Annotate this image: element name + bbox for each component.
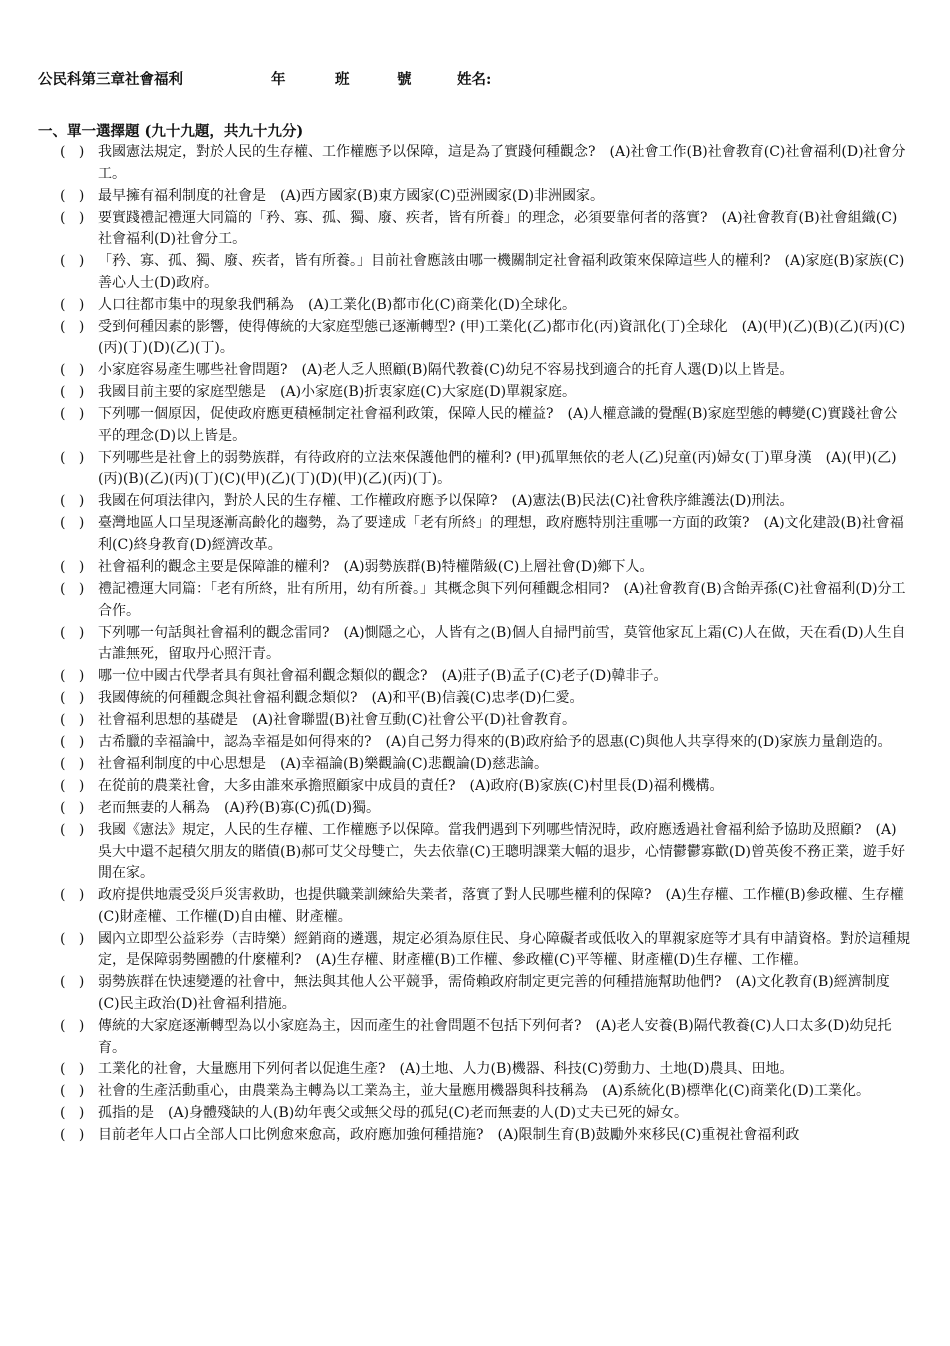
question-item	[60, 579, 910, 622]
question-text: 我國《憲法》規定，人民的生存權、工作權應予以保障。當我們遇到下列哪些情況時，政府應透過社會福利給予協助及照顧? (A)吳大中還不起積欠朋友的賭債(B)郝可艾父母雙亡，失去依靠(C)王聰明課業大幅的退步，心情鬱鬱寡歡(D)曾英俊不務正業，遊手好閒在家。	[98, 822, 905, 882]
answer-blank[interactable]: ( )	[60, 1127, 85, 1144]
question-text: 臺灣地區人口呈現逐漸高齡化的趨勢，為了要達成「老有所終」的理想，政府應特別注重哪一方面的政策? (A)文化建設(B)社會福利(C)終身教育(D)經濟改革。	[98, 515, 904, 553]
answer-blank[interactable]: ( )	[60, 1105, 85, 1122]
answer-blank[interactable]: ( )	[60, 1061, 85, 1078]
answer-blank[interactable]: ( )	[60, 734, 85, 751]
question-text: 社會福利的觀念主要是保障誰的權利? (A)弱勢族群(B)特權階級(C)上層社會(D)鄉下人。	[98, 558, 654, 575]
question-item	[60, 317, 910, 360]
question-item	[60, 491, 910, 513]
answer-blank[interactable]: ( )	[60, 187, 85, 204]
question-text: 古希臘的幸福論中，認為幸福是如何得來的? (A)自己努力得來的(B)政府給予的恩惠(C)與他人共享得來的(D)家族力量創造的。	[98, 734, 892, 751]
question-text: 社會福利制度的中心思想是 (A)幸福論(B)樂觀論(C)悲觀論(D)慈悲論。	[98, 756, 549, 773]
question-text: 要實踐禮記禮運大同篇的「矜、寡、孤、獨、廢、疾者，皆有所養」的理念，必須要靠何者的落實? (A)社會教育(B)社會組織(C)社會福利(D)社會分工。	[98, 209, 898, 248]
question-item	[60, 885, 910, 928]
question-item	[60, 623, 910, 666]
answer-blank[interactable]: ( )	[60, 580, 85, 597]
question-item	[60, 820, 910, 885]
question-text: 我國目前主要的家庭型態是 (A)小家庭(B)折衷家庭(C)大家庭(D)單親家庭。	[98, 384, 577, 401]
answer-blank[interactable]: ( )	[60, 1083, 85, 1100]
answer-blank[interactable]: ( )	[60, 144, 85, 160]
answer-blank[interactable]: ( )	[60, 515, 85, 532]
answer-blank[interactable]: ( )	[60, 384, 85, 401]
question-text: 受到何種因素的影響，使得傳統的大家庭型態已逐漸轉型? (甲)工業化(乙)都市化(丙)資訊化(丁)全球化 (A)(甲)(乙)(B)(乙)(丙)(C)(丙)(丁)(D)(乙)(丁)。	[98, 318, 906, 357]
question-text: 小家庭容易產生哪些社會問題? (A)老人乏人照顧(B)隔代教養(C)幼兒不容易找到適合的托育人選(D)以上皆是。	[98, 362, 794, 379]
question-item	[60, 513, 910, 556]
question-item	[60, 732, 910, 754]
question-item	[60, 972, 910, 1015]
question-item	[60, 1125, 910, 1147]
question-text: 政府提供地震受災戶災害救助，也提供職業訓練給失業者，落實了對人民哪些權利的保障? (A)生存權、工作權(B)參政權、生存權(C)財產權、工作權(D)自由權、財產權。	[98, 887, 904, 925]
number-field-label: 號	[397, 71, 412, 88]
question-text: 目前老年人口占全部人口比例愈來愈高，政府應加強何種措施? (A)限制生育(B)鼓勵外來移民(C)重視社會福利政	[98, 1127, 800, 1144]
answer-blank[interactable]: ( )	[60, 449, 85, 466]
question-item	[60, 1103, 910, 1125]
question-item	[60, 208, 910, 251]
answer-blank[interactable]: ( )	[60, 558, 85, 575]
answer-blank[interactable]: ( )	[60, 362, 85, 379]
answer-blank[interactable]: ( )	[60, 253, 85, 270]
question-item	[60, 404, 910, 447]
question-text: 社會福利思想的基礎是 (A)社會聯盟(B)社會互動(C)社會公平(D)社會教育。	[98, 712, 577, 729]
question-item	[60, 688, 910, 710]
question-item	[60, 798, 910, 820]
question-item	[60, 1016, 910, 1059]
question-list	[60, 142, 910, 1147]
answer-blank[interactable]: ( )	[60, 624, 85, 641]
question-item	[60, 557, 910, 579]
question-text: 禮記禮運大同篇：「老有所終，壯有所用，幼有所養。」其概念與下列何種觀念相同? (A)社會教育(B)含飴弄孫(C)社會福利(D)分工合作。	[98, 580, 906, 619]
question-text: 「矜、寡、孤、獨、廢、疾者，皆有所養。」目前社會應該由哪一機關制定社會福利政策來保障這些人的權利? (A)家庭(B)家族(C)善心人士(D)政府。	[98, 253, 905, 291]
question-text: 老而無妻的人稱為 (A)矜(B)寡(C)孤(D)獨。	[98, 800, 381, 817]
question-text: 下列哪一句話與社會福利的觀念雷同? (A)惻隱之心，人皆有之(B)個人自掃門前雪，莫管他家瓦上霜(C)人在做，天在看(D)人生自古誰無死，留取丹心照汗青。	[98, 624, 906, 663]
answer-blank[interactable]: ( )	[60, 930, 85, 947]
question-item	[60, 251, 910, 294]
answer-blank[interactable]: ( )	[60, 318, 85, 335]
answer-blank[interactable]: ( )	[60, 974, 85, 991]
question-item	[60, 710, 910, 732]
answer-blank[interactable]: ( )	[60, 712, 85, 729]
answer-blank[interactable]: ( )	[60, 296, 85, 313]
class-field-label: 班	[335, 71, 350, 88]
section-title: 一、單一選擇題 (九十九題，共九十九分)	[38, 123, 304, 140]
answer-blank[interactable]: ( )	[60, 406, 85, 423]
year-field-label: 年	[271, 71, 286, 88]
name-field-label: 姓名:	[457, 71, 492, 88]
answer-blank[interactable]: ( )	[60, 822, 85, 838]
answer-blank[interactable]: ( )	[60, 887, 85, 904]
question-item	[60, 295, 910, 317]
question-text: 下列哪一個原因，促使政府應更積極制定社會福利政策，保障人民的權益? (A)人權意識的覺醒(B)家庭型態的轉變(C)實踐社會公平的理念(D)以上皆是。	[98, 406, 898, 444]
answer-blank[interactable]: ( )	[60, 493, 85, 510]
question-text: 弱勢族群在快速變遷的社會中，無法與其他人公平競爭，需倚賴政府制定更完善的何種措施幫助他們? (A)文化教育(B)經濟制度(C)民主政治(D)社會福利措施。	[98, 974, 890, 1012]
question-item	[60, 929, 910, 972]
question-text: 工業化的社會，大量應用下列何者以促進生產? (A)土地、人力(B)機器、科技(C)勞動力、土地(D)農具、田地。	[98, 1061, 794, 1078]
question-text: 我國在何項法律內，對於人民的生存權、工作權政府應予以保障? (A)憲法(B)民法(C)社會秩序維護法(D)刑法。	[98, 493, 794, 510]
answer-blank[interactable]: ( )	[60, 668, 85, 685]
question-text: 國內立即型公益彩券（吉時樂）經銷商的遴選，規定必須為原住民、身心障礙者或低收入的單親家庭等才具有申請資格。對於這種規定，是保障弱勢團體的什麼權利? (A)生存權、財產權(B)工作權、參政權(C)平等權、財產權(D)生存權、工作權。	[98, 930, 910, 969]
question-text: 哪一位中國古代學者具有與社會福利觀念類似的觀念? (A)莊子(B)孟子(C)老子(D)韓非子。	[98, 668, 668, 685]
question-item	[60, 776, 910, 798]
question-item	[60, 360, 910, 382]
worksheet-title: 公民科第三章社會福利	[38, 71, 183, 88]
question-text: 人口往都市集中的現象我們稱為 (A)工業化(B)都市化(C)商業化(D)全球化。	[98, 296, 577, 313]
question-text: 在從前的農業社會，大多由誰來承擔照顧家中成員的責任? (A)政府(B)家族(C)村里長(D)福利機構。	[98, 778, 724, 795]
question-item	[60, 186, 910, 208]
question-text: 我國傳統的何種觀念與社會福利觀念類似? (A)和平(B)信義(C)忠孝(D)仁愛。	[98, 690, 584, 707]
answer-blank[interactable]: ( )	[60, 778, 85, 795]
question-item	[60, 448, 910, 491]
question-item	[60, 142, 910, 185]
question-text: 社會的生產活動重心，由農業為主轉為以工業為主，並大量應用機器與科技稱為 (A)系統化(B)標準化(C)商業化(D)工業化。	[98, 1083, 871, 1100]
answer-blank[interactable]: ( )	[60, 1017, 85, 1034]
question-text: 下列哪些是社會上的弱勢族群，有待政府的立法來保護他們的權利? (甲)孤單無依的老人(乙)兒童(丙)婦女(丁)單身漢 (A)(甲)(乙)(丙)(B)(乙)(丙)(丁)(C)(甲)(乙)(丁)(D)(甲)(乙)(丙)(丁)。	[98, 449, 897, 488]
question-text: 孤指的是 (A)身體殘缺的人(B)幼年喪父或無父母的孤兒(C)老而無妻的人(D)丈夫已死的婦女。	[98, 1105, 689, 1122]
question-item	[60, 382, 910, 404]
question-item	[60, 666, 910, 688]
question-text: 我國憲法規定，對於人民的生存權、工作權應予以保障，這是為了實踐何種觀念? (A)社會工作(B)社會教育(C)社會福利(D)社會分工。	[98, 144, 906, 182]
question-text: 最早擁有福利制度的社會是 (A)西方國家(B)東方國家(C)亞洲國家(D)非洲國家。	[98, 187, 605, 204]
answer-blank[interactable]: ( )	[60, 800, 85, 817]
answer-blank[interactable]: ( )	[60, 690, 85, 707]
answer-blank[interactable]: ( )	[60, 756, 85, 773]
question-text: 傳統的大家庭逐漸轉型為以小家庭為主，因而產生的社會問題不包括下列何者? (A)老人安養(B)隔代教養(C)人口太多(D)幼兒托育。	[98, 1017, 892, 1056]
question-item	[60, 1081, 910, 1103]
question-item	[60, 754, 910, 776]
question-item	[60, 1059, 910, 1081]
answer-blank[interactable]: ( )	[60, 209, 85, 226]
